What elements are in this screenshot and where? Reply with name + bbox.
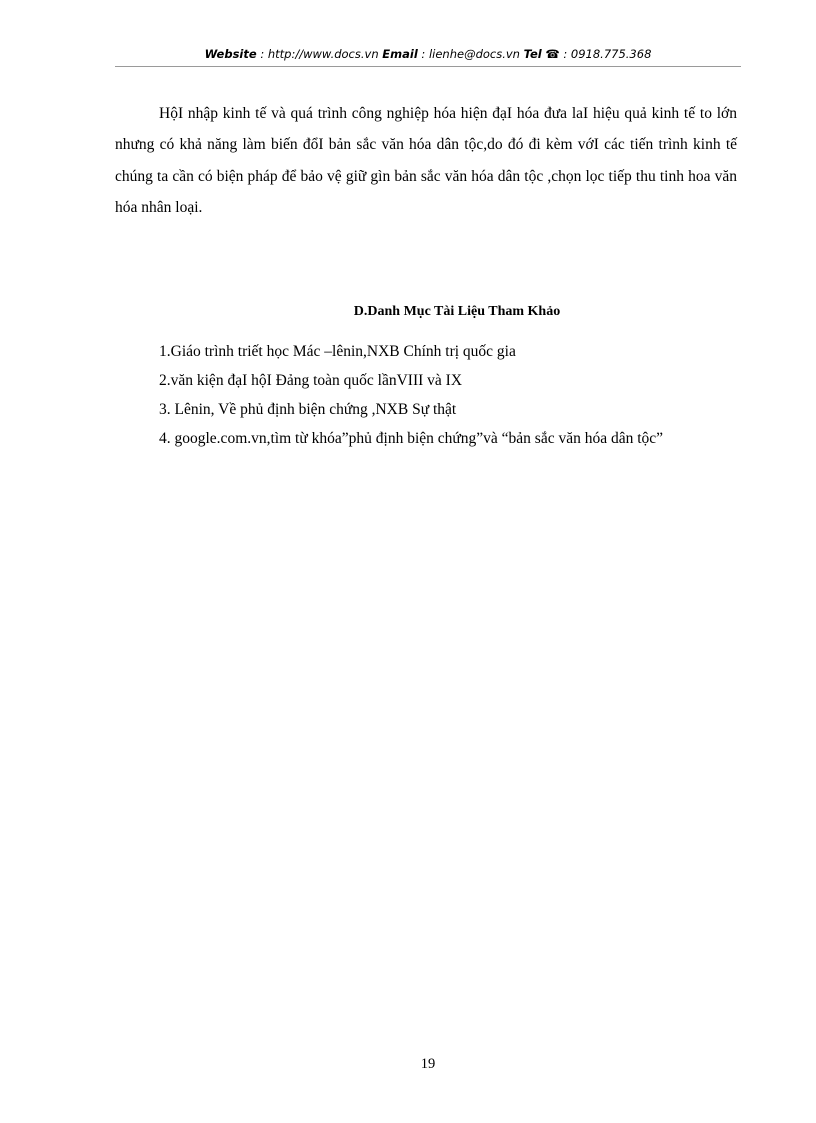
website-value: : http://www.docs.vn: [256, 47, 383, 61]
tel-value: : 0918.775.368: [559, 47, 652, 61]
references-list: [140, 337, 737, 453]
email-label: Email: [382, 47, 418, 61]
page-header: [115, 47, 741, 61]
header-divider: [115, 66, 741, 67]
reference-item: 2.văn kiện đạI hộI Đảng toàn quốc lầnVIII và IX: [159, 372, 463, 389]
website-label: Website: [204, 47, 257, 61]
body-paragraph: HộI nhập kinh tế và quá trình công nghiệp hóa hiện đạI hóa đưa laI hiệu quả kinh tế to lớn nhưng có khả năng làm biến đổI bản sắc văn hóa dân tộc,do đó đi kèm vớI các tiến trình kinh tế chúng ta cần có biện pháp để bảo vệ giữ gìn bản sắc văn hóa dân tộc ,chọn lọc tiếp thu tinh hoa văn hóa nhân loại.: [115, 105, 737, 216]
references-title: D.Danh Mục Tài Liệu Tham Khảo: [353, 304, 561, 319]
phone-icon: ☎: [545, 47, 560, 61]
reference-item: 4. google.com.vn,tìm từ khóa”phủ định biện chứng”và “bản sắc văn hóa dân tộc”: [159, 430, 664, 447]
tel-label: Tel: [523, 47, 542, 61]
email-value: : lienhe@docs.vn: [417, 47, 524, 61]
page-number: 19: [420, 1056, 436, 1072]
reference-item: 1.Giáo trình triết học Mác –lênin,NXB Chính trị quốc gia: [159, 343, 516, 360]
reference-item: 3. Lênin, Về phủ định biện chứng ,NXB Sự thật: [159, 401, 457, 418]
